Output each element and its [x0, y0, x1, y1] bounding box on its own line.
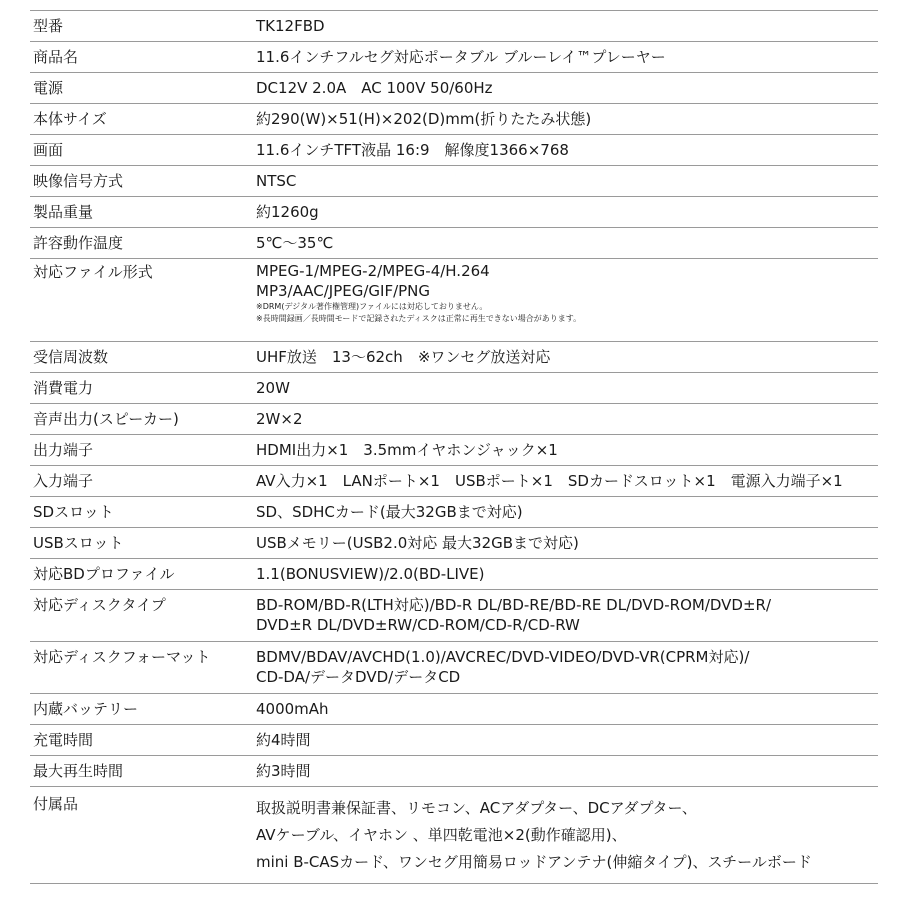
spec-value-line: HDMI出力×1 3.5mmイヤホンジャック×1 [256, 441, 558, 459]
spec-value [256, 233, 878, 258]
spec-footnote: ※DRM(デジタル著作権管理)ファイルには対応しておりません。 [256, 302, 488, 311]
spec-label: 出力端子 [33, 441, 94, 459]
spec-row-model [30, 11, 878, 42]
spec-label: 商品名 [33, 48, 79, 66]
spec-value [256, 440, 878, 465]
spec-label: 本体サイズ [33, 110, 107, 128]
spec-row-screen [30, 135, 878, 166]
spec-row-video-signal [30, 166, 878, 197]
spec-row-disc-formats [30, 642, 878, 694]
spec-label: 充電時間 [33, 731, 94, 749]
spec-row-weight [30, 197, 878, 228]
spec-value [256, 47, 878, 72]
spec-value-line: mini B-CASカード、ワンセグ用簡易ロッドアンテナ(伸縮タイプ)、スチールボード [256, 853, 812, 871]
spec-value-line: DC12V 2.0A AC 100V 50/60Hz [256, 79, 493, 97]
spec-value-line: TK12FBD [256, 17, 325, 35]
spec-label: 最大再生時間 [33, 762, 124, 780]
spec-row-input-terminals [30, 466, 878, 497]
spec-value-line: USBメモリー(USB2.0対応 最大32GBまで対応) [256, 534, 579, 552]
spec-value [256, 787, 878, 883]
spec-value [256, 590, 878, 641]
spec-value [256, 78, 878, 103]
spec-value [256, 564, 878, 589]
spec-row-reception-frequency [30, 342, 878, 373]
spec-row-usb-slot [30, 528, 878, 559]
spec-label: 内蔵バッテリー [33, 700, 139, 718]
spec-value-line: 4000mAh [256, 700, 329, 718]
spec-label: 対応ディスクタイプ [33, 596, 166, 614]
spec-value [256, 409, 878, 434]
spec-value-line: 2W×2 [256, 410, 303, 428]
spec-row-charge-time [30, 725, 878, 756]
spec-label: 対応BDプロファイル [33, 565, 175, 583]
spec-value [256, 761, 878, 786]
spec-value [256, 16, 878, 41]
spec-label: 入力端子 [33, 472, 94, 490]
spec-value-line: 11.6インチフルセグ対応ポータブル ブルーレイ™プレーヤー [256, 48, 666, 66]
spec-label: 受信周波数 [33, 348, 109, 366]
spec-value-line: 約3時間 [256, 762, 311, 780]
spec-value [256, 202, 878, 227]
spec-value-line: CD-DA/データDVD/データCD [256, 668, 461, 686]
spec-value-line: MPEG-1/MPEG-2/MPEG-4/H.264 [256, 262, 490, 280]
spec-label: 対応ディスクフォーマット [33, 648, 211, 666]
spec-value [256, 378, 878, 403]
spec-value-line: 約290(W)×51(H)×202(D)mm(折りたたみ状態) [256, 110, 592, 128]
spec-row-power-supply [30, 73, 878, 104]
spec-row-power-consumption [30, 373, 878, 404]
spec-value-line: 11.6インチTFT液晶 16:9 解像度1366×768 [256, 141, 569, 159]
spec-value-line: AVケーブル、イヤホン 、単四乾電池×2(動作確認用)、 [256, 826, 627, 844]
spec-row-max-playback-time [30, 756, 878, 787]
spec-label: 電源 [33, 79, 64, 97]
spec-label: 消費電力 [33, 379, 94, 397]
spec-value-line: 取扱説明書兼保証書、リモコン、ACアダプター、DCアダプター、 [256, 799, 697, 817]
spec-row-operating-temperature [30, 228, 878, 259]
spec-value-line: BD-ROM/BD-R(LTH対応)/BD-R DL/BD-RE/BD-RE DL/DVD-ROM/DVD±R/ [256, 596, 772, 614]
spec-value [256, 699, 878, 724]
spec-value-line: MP3/AAC/JPEG/GIF/PNG [256, 282, 431, 300]
spec-value-line: UHF放送 13〜62ch ※ワンセグ放送対応 [256, 348, 551, 366]
spec-value [256, 502, 878, 527]
spec-value-line: 約1260g [256, 203, 319, 221]
spec-label: 映像信号方式 [33, 172, 124, 190]
spec-value-line: SD、SDHCカード(最大32GBまで対応) [256, 503, 523, 521]
spec-row-audio-output [30, 404, 878, 435]
spec-value-line: 20W [256, 379, 290, 397]
spec-label: 型番 [33, 17, 64, 35]
spec-value-line: 約4時間 [256, 731, 311, 749]
spec-row-body-size [30, 104, 878, 135]
spec-value-line: NTSC [256, 172, 297, 190]
spec-label: 画面 [33, 141, 64, 159]
spec-row-bd-profile [30, 559, 878, 590]
spec-value [256, 471, 878, 496]
spec-label: 付属品 [33, 795, 79, 813]
spec-value [256, 171, 878, 196]
spec-row-battery [30, 694, 878, 725]
spec-label: 許容動作温度 [33, 234, 124, 252]
spec-value-line: BDMV/BDAV/AVCHD(1.0)/AVCREC/DVD-VIDEO/DVD-VR(CPRM対応)/ [256, 648, 750, 666]
spec-row-disc-types [30, 590, 878, 642]
spec-label: USBスロット [33, 534, 124, 552]
spec-value-line: DVD±R DL/DVD±RW/CD-ROM/CD-R/CD-RW [256, 616, 580, 634]
spec-table [30, 10, 878, 884]
spec-row-output-terminals [30, 435, 878, 466]
spec-value [256, 259, 878, 341]
spec-value [256, 109, 878, 134]
spec-row-product-name [30, 42, 878, 73]
spec-value-line: 1.1(BONUSVIEW)/2.0(BD-LIVE) [256, 565, 485, 583]
spec-value [256, 533, 878, 558]
spec-label: 製品重量 [33, 203, 94, 221]
spec-value [256, 642, 878, 693]
spec-footnote: ※長時間録画／長時間モードで記録されたディスクは正常に再生できない場合があります。 [256, 314, 582, 323]
spec-label: SDスロット [33, 503, 114, 521]
spec-value-line: 5℃〜35℃ [256, 234, 334, 252]
spec-row-file-formats [30, 259, 878, 342]
spec-label: 音声出力(スピーカー) [33, 410, 179, 428]
spec-value [256, 140, 878, 165]
spec-label: 対応ファイル形式 [33, 263, 153, 281]
spec-value-line: AV入力×1 LANポート×1 USBポート×1 SDカードスロット×1 電源入力端子×1 [256, 472, 843, 490]
spec-value [256, 730, 878, 755]
spec-row-sd-slot [30, 497, 878, 528]
spec-row-accessories [30, 787, 878, 884]
spec-value [256, 347, 878, 372]
